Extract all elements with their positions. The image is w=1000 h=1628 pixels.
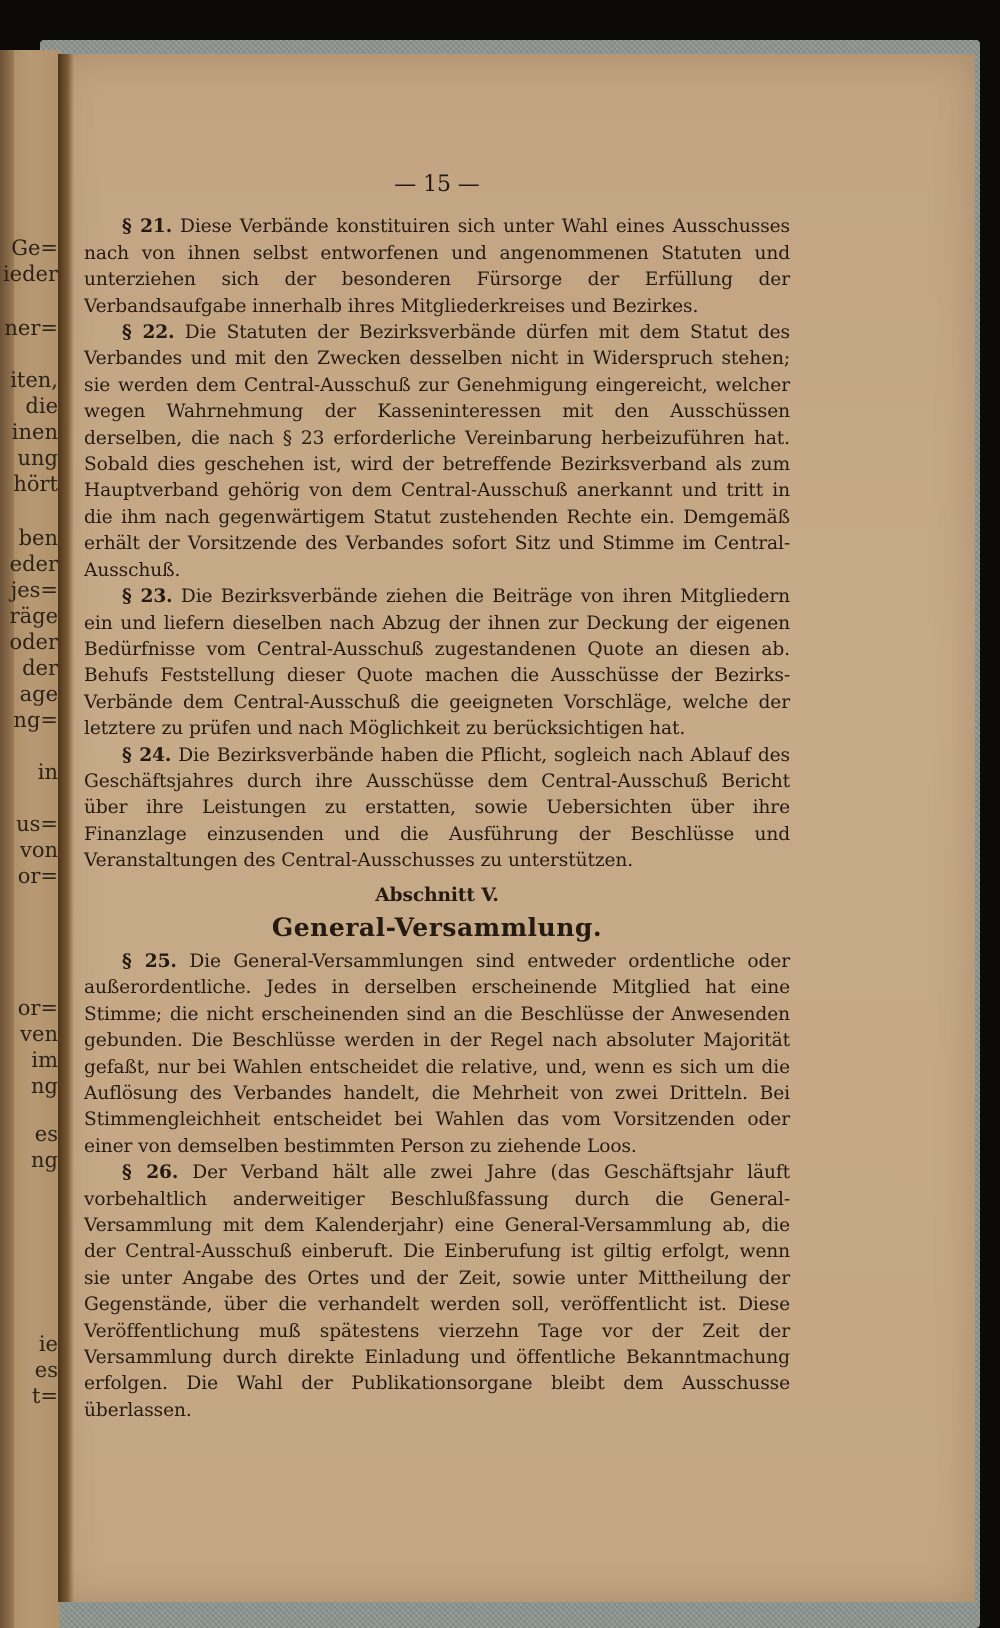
section-number: § 23. bbox=[122, 586, 173, 608]
prev-page-fragment: jes= bbox=[10, 578, 58, 602]
page-number: — 15 — bbox=[394, 172, 480, 197]
prev-page-fragment: es bbox=[34, 1122, 58, 1146]
prev-page-fragment: die bbox=[25, 394, 58, 418]
previous-page-edge bbox=[0, 50, 60, 1628]
prev-page-fragment: ieder bbox=[2, 262, 58, 286]
prev-page-fragment: ng bbox=[31, 1148, 58, 1172]
section-number: § 25. bbox=[122, 950, 177, 972]
prev-page-fragment: es bbox=[34, 1358, 58, 1382]
prev-page-fragment: ven bbox=[20, 1022, 58, 1046]
paragraph-text: Die Statuten der Bezirksverbände dürfen mit dem Statut des Verbandes und mit den Zwecken desselben nicht in Widerspruch stehen; sie werden dem Central-Ausschuß zur Genehmigung eingereicht, welcher wegen Wahrnehmung der Kasseninteressen mit den Ausschüssen derselben, die nach § 23 erforderliche Vereinbarung herbeizuführen hat. Sobald dies geschehen ist, wird der betreffende Bezirksverband als zum Hauptverband gehörig von dem Central-Ausschuß anerkannt und tritt in die ihm nach gegenwärtigem Statut zustehenden Rechte ein. Demgemäß erhält der Vorsitzende des Verbandes sofort Sitz und Stimme im Central-Ausschuß. bbox=[84, 322, 790, 581]
prev-page-fragment: räge bbox=[9, 604, 58, 628]
prev-page-fragment: or= bbox=[17, 996, 58, 1020]
prev-page-fragment: ng bbox=[31, 1074, 58, 1098]
section-number: § 21. bbox=[122, 216, 173, 238]
prev-page-fragment: or= bbox=[17, 864, 58, 888]
prev-page-fragment: ng= bbox=[13, 708, 58, 732]
paragraph-text: Die Bezirksverbände ziehen die Beiträge von ihren Mitgliedern ein und liefern dieselben nach Abzug der ihnen zur Deckung der eigenen Bedürfnisse vom Central-Ausschuß zugestandenen Quote an diesen ab. Behufs Feststellung dieser Quote machen die Ausschüsse der Bezirks-Verbände dem Central-Ausschuß die geeigneten Vorschläge, welche der letztere zu prüfen und nach Möglichkeit zu berücksichtigen hat. bbox=[84, 586, 791, 740]
prev-page-fragment: t= bbox=[31, 1384, 58, 1408]
paragraph-text: Diese Verbände konstituiren sich unter Wahl eines Ausschusses nach von ihnen selbst entworfenen und angenommenen Statuten und unterziehen sich der besonderen Fürsorge der Erfüllung der Verbandsaufgabe innerhalb ihres Mitgliederkreises und Bezirkes. bbox=[84, 216, 791, 317]
section-title: General-Versammlung. bbox=[271, 912, 603, 942]
prev-page-fragment: ben bbox=[18, 526, 58, 550]
prev-page-fragment: oder bbox=[9, 630, 58, 654]
paragraph-section-24 bbox=[84, 743, 790, 875]
prev-page-fragment: inen bbox=[11, 420, 58, 444]
prev-page-fragment: iten, bbox=[10, 368, 58, 392]
prev-page-fragment: hört bbox=[13, 472, 58, 496]
section-number: § 22. bbox=[122, 322, 175, 344]
page-text-block bbox=[84, 172, 790, 1424]
prev-page-fragment: age bbox=[19, 682, 58, 706]
paragraph-section-22 bbox=[84, 320, 790, 584]
prev-page-fragment: eder bbox=[9, 552, 58, 576]
section-number: § 26. bbox=[122, 1162, 179, 1184]
section-number: § 24. bbox=[122, 744, 172, 766]
paragraph-section-26 bbox=[84, 1160, 790, 1424]
prev-page-fragment: von bbox=[19, 838, 58, 862]
prev-page-fragment: in bbox=[37, 760, 58, 784]
paragraph-section-21 bbox=[84, 214, 790, 320]
prev-page-fragment: us= bbox=[16, 812, 58, 836]
prev-page-fragment: ie bbox=[38, 1332, 58, 1356]
paragraph-text: Die Bezirksverbände haben die Pflicht, sogleich nach Ablauf des Geschäftsjahres durch ihre Ausschüsse dem Central-Ausschuß Bericht über ihre Leistungen zu erstatten, sowie Uebersichten über ihre Finanzlage einzusenden und die Ausführung der Beschlüsse und Veranstaltungen des Central-Ausschusses zu unterstützen. bbox=[84, 744, 790, 872]
section-label: Abschnitt V. bbox=[375, 884, 499, 906]
page-gutter bbox=[58, 54, 74, 1602]
prev-page-fragment: im bbox=[31, 1048, 58, 1072]
paragraph-section-23 bbox=[84, 584, 790, 742]
paragraph-section-25 bbox=[84, 949, 790, 1160]
prev-page-fragment: ung bbox=[17, 446, 58, 470]
paragraph-text: Die General-Versammlungen sind entweder ordentliche oder außerordentliche. Jedes in derselben erscheinende Mitglied hat eine Stimme; die nicht erscheinenden sind an die Beschlüsse der Anwesenden gebunden. Die Beschlüsse werden in der Regel nach absoluter Majorität gefaßt, nur bei Wahlen entscheidet die relative, und, wenn es sich um die Auflösung des Verbandes handelt, die Mehrheit von zwei Dritteln. Bei Stimmengleichheit entscheidet bei Wahlen das vom Vorsitzenden oder einer von demselben bestimmten Person zu ziehende Loos. bbox=[84, 950, 790, 1157]
previous-page-shadow bbox=[0, 50, 14, 1628]
prev-page-fragment: Ge= bbox=[11, 236, 58, 260]
book-page bbox=[58, 54, 975, 1602]
prev-page-fragment: ner= bbox=[4, 316, 58, 340]
paragraph-text: Der Verband hält alle zwei Jahre (das Geschäftsjahr läuft vorbehaltlich anderweitiger Beschlußfassung durch die General-Versammlung mit dem Kalenderjahr) eine General-Versammlung ab, die der Central-Ausschuß einberuft. Die Einberufung ist giltig erfolgt, wenn sie unter Angabe des Ortes und der Zeit, sowie unter Mittheilung der Gegenstände, über die verhandelt werden soll, veröffentlicht ist. Diese Veröffentlichung muß spätestens vierzehn Tage vor der Zeit der Versammlung durch direkte Einladung und öffentliche Bekanntmachung erfolgen. Die Wahl der Publikationsorgane bleibt dem Ausschusse überlassen. bbox=[84, 1162, 791, 1421]
prev-page-fragment: der bbox=[22, 656, 58, 680]
